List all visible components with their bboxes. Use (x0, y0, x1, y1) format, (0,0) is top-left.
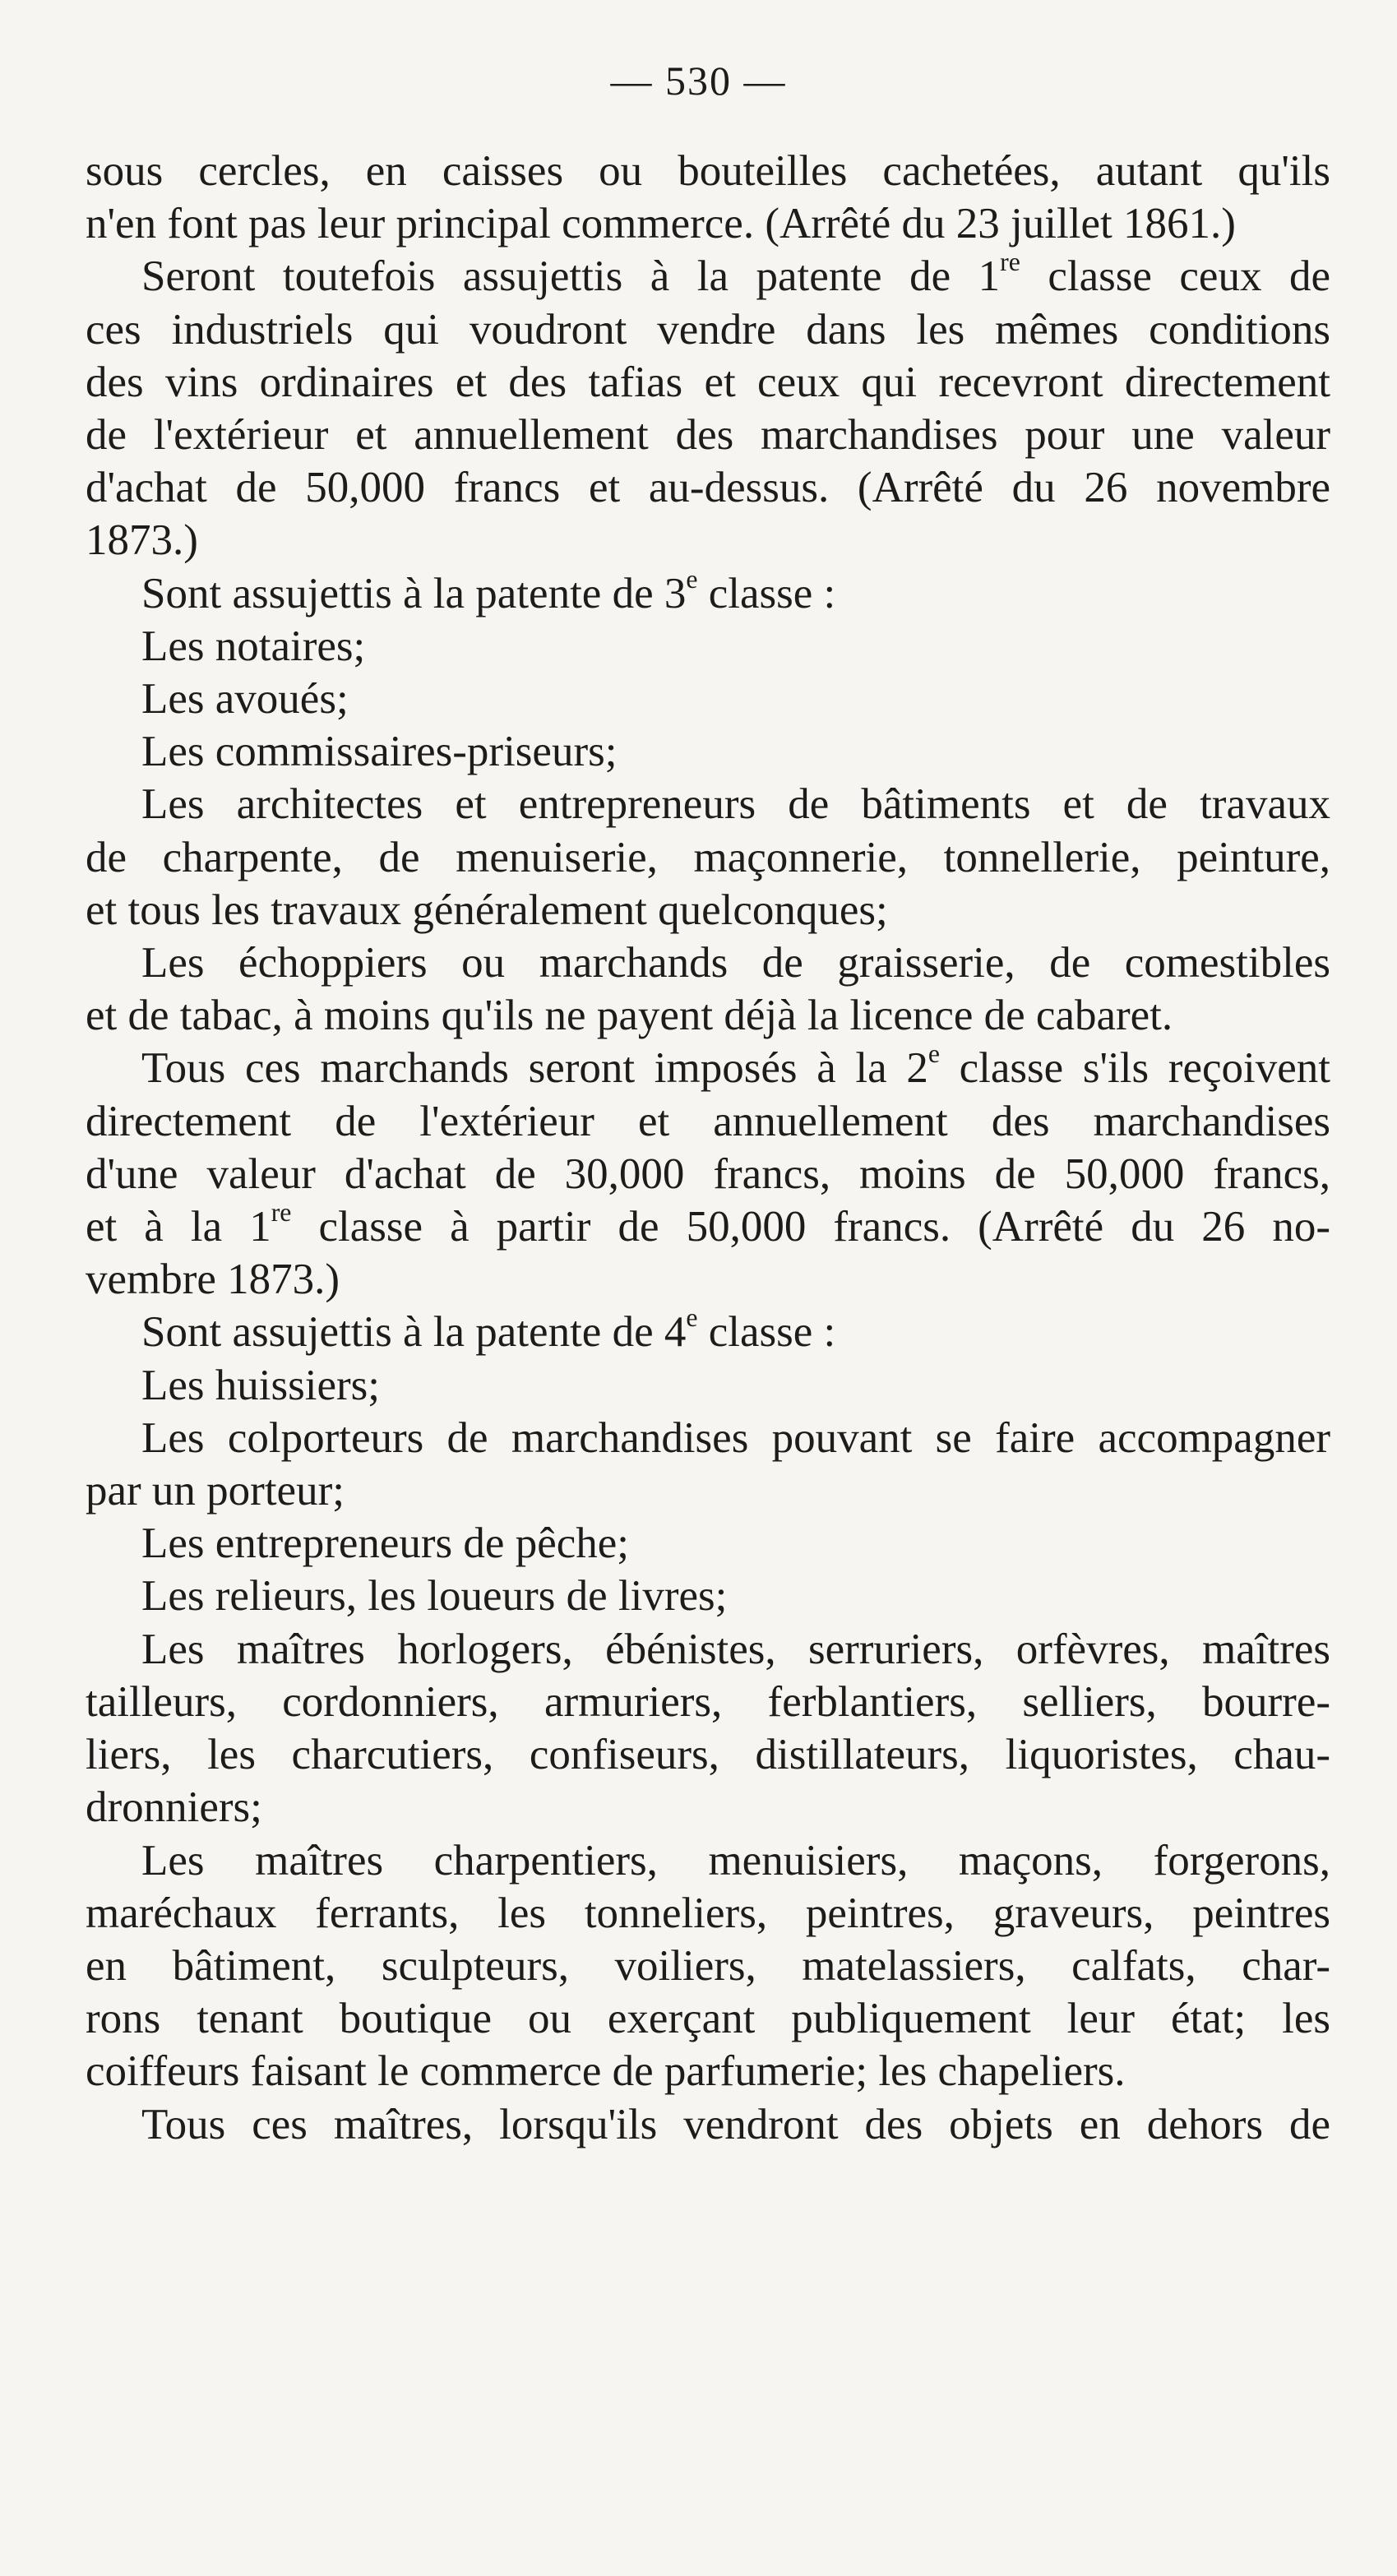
text-line: Les échoppiers ou marchands de graisserie, de comestibles (141, 939, 1330, 987)
text-line: coiffeurs faisant le commerce de parfumerie; les chapeliers. (86, 2047, 1126, 2096)
text-line: n'en font pas leur principal commerce. (Arrêté du 23 juillet 1861.) (86, 200, 1236, 248)
body-text (86, 145, 1330, 2151)
text-line: Sont assujettis à la patente de 4e classe : (141, 1303, 836, 1357)
text-line: d'achat de 50,000 francs et au-dessus. (Arrêté du 26 novembre (86, 464, 1330, 512)
text-line: dronniers; (86, 1783, 262, 1832)
text-line: 1873.) (86, 516, 198, 565)
text-line: en bâtiment, sculpteurs, voiliers, matelassiers, calfats, char- (86, 1941, 1330, 1990)
paragraph (86, 145, 1330, 250)
text-line: liers, les charcutiers, confiseurs, distillateurs, liquoristes, chau- (86, 1731, 1330, 1779)
paragraph (86, 2098, 1330, 2151)
paragraph (86, 1517, 1330, 1570)
text-line: de l'extérieur et annuellement des marchandises pour une valeur (86, 411, 1330, 460)
text-line: Les maîtres charpentiers, menuisiers, maçons, forgerons, (141, 1836, 1330, 1885)
paragraph (86, 1623, 1330, 1834)
text-line: et de tabac, à moins qu'ils ne payent déjà la licence de cabaret. (86, 992, 1173, 1040)
text-line: Tous ces marchands seront imposés à la 2e classe s'ils reçoivent (141, 1039, 1330, 1093)
text-line: rons tenant boutique ou exerçant publiquement leur état; les (86, 1995, 1330, 2043)
text-line: Les architectes et entrepreneurs de bâtiments et de travaux (141, 780, 1330, 829)
paragraph (86, 1570, 1330, 1622)
paragraph (86, 1039, 1330, 1306)
text-line: Les entrepreneurs de pêche; (141, 1519, 629, 1568)
paragraph (86, 673, 1330, 725)
text-line: ces industriels qui voudront vendre dans les mêmes conditions (86, 305, 1330, 354)
text-line: Les relieurs, les loueurs de livres; (141, 1572, 728, 1621)
text-line: et à la 1re classe à partir de 50,000 francs. (Arrêté du 26 no- (86, 1198, 1330, 1251)
paragraph (86, 620, 1330, 673)
text-line: vembre 1873.) (86, 1256, 340, 1304)
text-line: Seront toutefois assujettis à la patente de 1re classe ceux de (141, 247, 1330, 301)
text-line: directement de l'extérieur et annuellement des marchandises (86, 1097, 1330, 1145)
text-line: Les maîtres horlogers, ébénistes, serruriers, orfèvres, maîtres (141, 1625, 1330, 1673)
paragraph (86, 1834, 1330, 2098)
text-line: des vins ordinaires et des tafias et ceux qui recevront directement (86, 358, 1330, 406)
text-line: Les huissiers; (141, 1361, 380, 1409)
text-line: par un porteur; (86, 1467, 345, 1515)
paragraph (86, 564, 1330, 620)
text-line: de charpente, de menuiserie, maçonnerie, tonnellerie, peinture, (86, 833, 1330, 881)
text-line: maréchaux ferrants, les tonneliers, peintres, graveurs, peintres (86, 1889, 1330, 1937)
text-line: sous cercles, en caisses ou bouteilles cachetées, autant qu'ils (86, 147, 1330, 195)
paragraph (86, 778, 1330, 937)
paragraph (86, 1303, 1330, 1358)
text-line: Tous ces maîtres, lorsqu'ils vendront des objets en dehors de (141, 2100, 1330, 2148)
paragraph (86, 1359, 1330, 1412)
paragraph (86, 937, 1330, 1042)
paragraph (86, 247, 1330, 567)
text-line: et tous les travaux généralement quelconques; (86, 886, 888, 934)
text-line: Les avoués; (141, 675, 349, 724)
paragraph (86, 1412, 1330, 1517)
paragraph (86, 725, 1330, 778)
text-line: Sont assujettis à la patente de 3e classe : (141, 564, 836, 617)
text-line: tailleurs, cordonniers, armuriers, ferblantiers, selliers, bourre- (86, 1677, 1330, 1726)
page-number: — 530 — (610, 58, 787, 104)
text-line: d'une valeur d'achat de 30,000 francs, moins de 50,000 francs, (86, 1149, 1330, 1198)
text-line: Les commissaires-priseurs; (141, 728, 618, 776)
text-line: Les notaires; (141, 622, 366, 670)
text-line: Les colporteurs de marchandises pouvant se faire accompagner (141, 1413, 1330, 1462)
